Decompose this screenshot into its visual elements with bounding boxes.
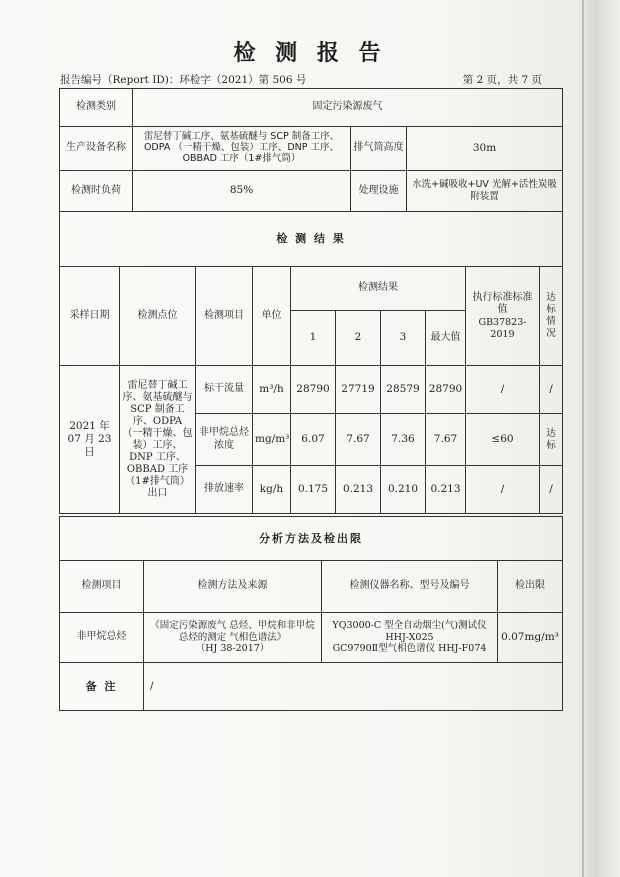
row-max: 0.213 <box>426 466 466 514</box>
header-result: 检测结果 <box>291 267 466 311</box>
equipment-label: 生产设备名称 <box>60 127 133 171</box>
methods-header-limit: 检出限 <box>498 561 563 613</box>
row-v3: 0.210 <box>381 466 426 514</box>
methods-header-instrument: 检测仪器名称、型号及编号 <box>322 561 498 613</box>
header-standard-text: 执行标准标准值 <box>472 291 533 316</box>
header-r1: 1 <box>291 311 336 366</box>
equipment-value: 雷尼替丁碱工序、氨基硫醚与 SCP 制备工序、ODPA （一精干燥、包装）工序、DNP 工序、OBBAD 工序（1#排气筒） <box>133 127 351 171</box>
method-source-name: 《固定污染源废气 总烃、甲烷和非甲烷总烃的测定 气相色谱法》 <box>150 619 315 643</box>
results-section-title: 检 测 结 果 <box>60 212 563 267</box>
load-value: 85% <box>133 171 351 212</box>
instrument-line-3: GC9790Ⅱ型气相色谱仪 HHJ-F074 <box>332 643 487 655</box>
remarks-value: / <box>144 663 563 711</box>
header-compliance: 达标情况 <box>540 267 563 366</box>
row-item: 标干流量 <box>196 366 253 414</box>
header-max: 最大值 <box>426 311 466 366</box>
row-max: 7.67 <box>426 414 466 466</box>
table-row <box>60 366 563 414</box>
method-limit: 0.07mg/m³ <box>498 613 563 663</box>
category-value: 固定污染源废气 <box>133 89 563 127</box>
methods-table <box>59 516 563 711</box>
row-item: 排放速率 <box>196 466 253 514</box>
row-v2: 27719 <box>336 366 381 414</box>
row-max: 28790 <box>426 366 466 414</box>
row-unit: mg/m³ <box>253 414 291 466</box>
load-label: 检测时负荷 <box>60 171 133 212</box>
row-v3: 28579 <box>381 366 426 414</box>
methods-header-method: 检测方法及来源 <box>144 561 322 613</box>
row-std: / <box>466 366 540 414</box>
report-title: 检 测 报 告 <box>233 41 387 66</box>
method-source <box>144 613 322 663</box>
header-r3: 3 <box>381 311 426 366</box>
sampling-date: 2021 年 07 月 23 日 <box>60 366 120 514</box>
table-row <box>60 613 563 663</box>
header-unit: 单位 <box>253 267 291 366</box>
row-v3: 7.36 <box>381 414 426 466</box>
stack-height-label: 排气筒高度 <box>351 127 407 171</box>
treatment-label: 处理设施 <box>351 171 407 212</box>
stack-height-value: 30m <box>407 127 563 171</box>
row-v2: 0.213 <box>336 466 381 514</box>
row-v2: 7.67 <box>336 414 381 466</box>
remarks-label: 备 注 <box>60 663 144 711</box>
row-unit: m³/h <box>253 366 291 414</box>
row-ok: / <box>540 466 563 514</box>
header-item: 检测项目 <box>196 267 253 366</box>
info-table <box>59 88 563 212</box>
header-point: 检测点位 <box>120 267 196 366</box>
header-date: 采样日期 <box>60 267 120 366</box>
row-std: ≤60 <box>466 414 540 466</box>
row-v1: 0.175 <box>291 466 336 514</box>
instrument-line-1: YQ3000-C 型全自动烟尘(气)测试仪 <box>332 619 487 631</box>
page-edge-shadow <box>582 0 584 877</box>
method-source-code: （HJ 38-2017） <box>195 643 270 655</box>
report-number: 报告编号（Report ID)：环检字（2021）第 506 号 <box>60 74 307 86</box>
methods-section-title: 分析方法及检出限 <box>60 517 563 561</box>
results-table <box>59 211 563 514</box>
header-r2: 2 <box>336 311 381 366</box>
row-unit: kg/h <box>253 466 291 514</box>
row-v1: 6.07 <box>291 414 336 466</box>
header-standard-code: GB37823-2019 <box>478 316 527 340</box>
instrument-line-2: HHJ-X025 <box>385 631 434 643</box>
row-std: / <box>466 466 540 514</box>
row-v1: 28790 <box>291 366 336 414</box>
category-label: 检测类别 <box>60 89 133 127</box>
row-ok: 达标 <box>540 414 563 466</box>
treatment-value: 水洗+碱吸收+UV 光解+活性炭吸附装置 <box>407 171 563 212</box>
row-item: 非甲烷总烃浓度 <box>196 414 253 466</box>
page-number: 第 2 页，共 7 页 <box>462 74 542 86</box>
header-standard <box>466 267 540 366</box>
row-ok: / <box>540 366 563 414</box>
remarks-row <box>60 663 563 711</box>
methods-header-item: 检测项目 <box>60 561 144 613</box>
method-item: 非甲烷总烃 <box>60 613 144 663</box>
sampling-point: 雷尼替丁碱工序、氨基硫醚与 SCP 制备工序、ODPA （一精干燥、包装）工序、DNP 工序、OBBAD 工序（1#排气筒）出口 <box>120 366 196 514</box>
method-instrument <box>322 613 498 663</box>
